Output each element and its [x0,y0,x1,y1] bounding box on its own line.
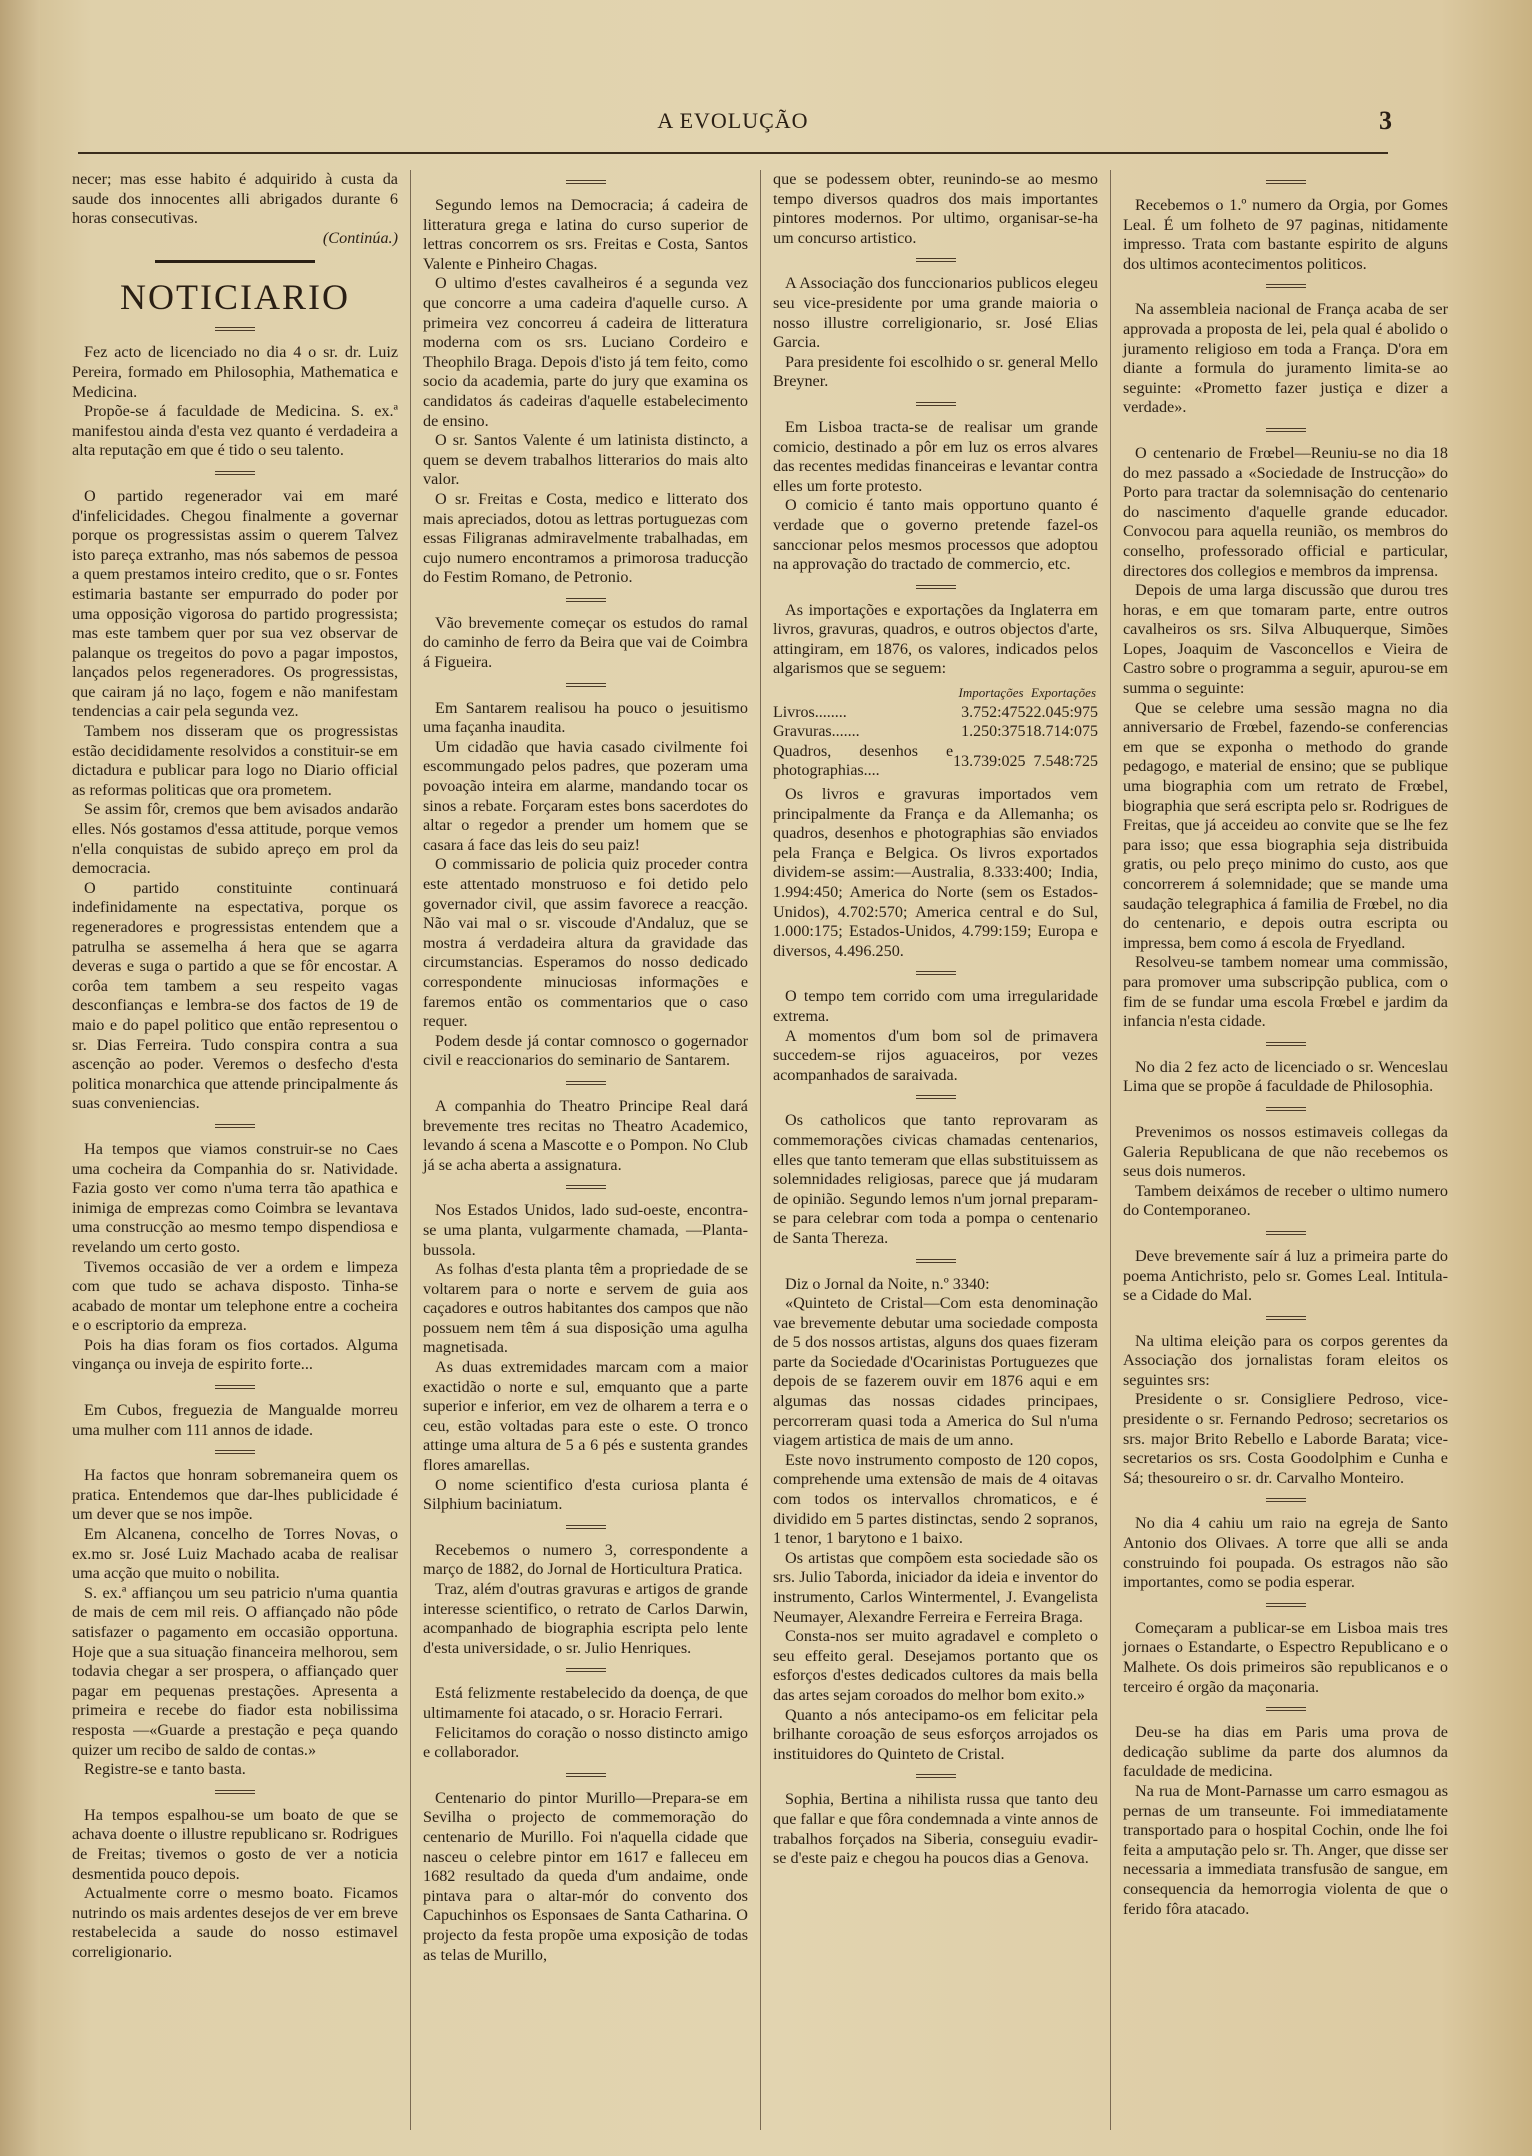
article-paragraph: Os catholicos que tanto reprovaram as commemorações civicas chamadas centenarios, elles que tanto temeram que ellas substituissem as solemnidades religiosas, parece que já mudaram de opinião. Segundo lemos n'um jornal preparam-se para celebrar com toda a pompa o centenario de Santa Thereza. [773,1111,1098,1247]
section-separator [916,1095,956,1099]
trade-table-cell: Gravuras....... [773,723,860,741]
article-paragraph: Ha tempos espalhou-se um boato de que se achava doente o illustre republicano sr. Rodrigues de Freitas; tivemos o gosto de ver a noticia desmentida pouco depois. [72,1805,398,1883]
article-paragraph: Os artistas que compõem esta sociedade são os srs. Julio Taborda, iniciador da ideia e inventor do instrumento, Carlos Wintermentel, J. Evangelista Neumayer, Alexandre Ferreira e Ferreira Braga. [773,1548,1098,1626]
article-paragraph: Em Alcanena, concelho de Torres Novas, o ex.mo sr. José Luiz Machado acaba de realisar uma acção que muito o nobilita. [72,1525,398,1583]
article-paragraph: Recebemos o 1.º numero da Orgia, por Gomes Leal. É um folheto de 97 paginas, nitidamente impresso. Trata com bastante espirito de alguns dos ultimos acontecimentos politicos. [1123,196,1448,273]
article-paragraph: O sr. Santos Valente é um latinista distincto, a quem se devem trabalhos litterarios do mais alto valor. [423,431,748,489]
section-separator [1266,428,1306,432]
article-paragraph: Actualmente corre o mesmo boato. Ficamos nutrindo os mais ardentes desejos de ver em breve restabelecida a saude do nosso estimavel correligionario. [72,1884,398,1961]
column-1 [60,170,410,2130]
section-separator [215,471,255,475]
section-separator [215,1124,255,1128]
section-separator [1266,1603,1306,1607]
article-paragraph: O sr. Freitas e Costa, medico e litterato dos mais apreciados, dotou as lettras portuguezas com essas Filigranas admiravelmente trabalhadas, em cujo numero encontramos a primorosa traducção do Festim Romano, de Petronio. [423,489,748,587]
trade-table-cell: 13.739:025 [953,752,1026,770]
trade-table-cell: 3.752:475 [961,703,1026,721]
article-paragraph: Sophia, Bertina a nihilista russa que tanto deu que fallar e que fôra condemnada a vinte annos de trabalhos forçados na Siberia, conseguiu evadir-se d'este paiz e chegou ha poucos dias a Genova. [773,1790,1098,1868]
trade-table-cell: 18.714:075 [1025,723,1098,741]
article-paragraph: Na assembleia nacional de França acaba de ser approvada a proposta de lei, pela qual é abolido o juramento religioso em toda a França. D'ora em diante a formula do juramento limita-se ao seguinte: «Prometto fazer justiça e dizer a verdade». [1123,300,1448,417]
article-paragraph: O nome scientifico d'esta curiosa planta é Silphium baciniatum. [423,1475,748,1514]
article-paragraph: Tambem nos disseram que os progressistas estão decididamente resolvidos a constituir-se em dictadura e publicar para logo no Diario official as reformas politicas que ora prometem. [72,722,398,799]
section-separator [566,1185,606,1189]
article-paragraph: O tempo tem corrido com uma irregularidade extrema. [773,987,1098,1025]
article-paragraph: Centenario do pintor Murillo—Prepara-se em Sevilha o projecto de commemoração do centenario de Murillo. Foi n'aquella cidade que nasceu o celebre pintor em 1617 e falleceu em 1682 resultado da queda d'um andaime, onde pintava para o altar-mór do convento dos Capuchinhos os Esponsaes de Santa Catharina. O projecto da festa propõe uma exposição de todas as telas de Murillo, [423,1788,748,1964]
article-paragraph: Consta-nos ser muito agradavel e completo o seu effeito geral. Desejamos portanto que os esforços d'estes dedicados cultores da mais bella das artes sejam coroados do melhor bom exito.» [773,1627,1098,1704]
article-paragraph: Um cidadão que havia casado civilmente foi escommungado pelos padres, que pozeram uma povoação inteira em alarme, mandando tocar os sinos a rebate. Forçaram estes bons sacerdotes do altar o regedor a prender um homem que se casara á face das leis do seu paiz! [423,737,748,854]
article-paragraph: Na rua de Mont-Parnasse um carro esmagou as pernas de um transeunte. Foi immediatamente transportado para o hospital Cochin, onde lhe foi feita a amputação pelo sr. Th. Anger, que disse ser necessaria a immediata transfusão de sangue, em consequencia da hemorrogia violenta de que o ferido fôra atacado. [1123,1781,1448,1918]
column-4 [1110,170,1460,2130]
article-paragraph: A Associação dos funccionarios publicos elegeu seu vice-presidente por uma grande maioria o nosso illustre correligionario, sr. José Elias Garcia. [773,274,1098,352]
article-paragraph: S. ex.ª affiançou um seu patricio n'uma quantia de mais de cem mil reis. O affiançado não pôde satisfazer o pagamento em occasião opportuna. Hoje que a sua situação financeira melhorou, sem todavia chegar a ser prospera, o affiançado quer pagar em pequenas prestações. Apresenta a primeira e recebe do fiador esta nobilissima resposta —«Guarde a prestação e peça quando quizer um recibo de saldo de contas.» [72,1583,398,1759]
article-paragraph: Presidente o sr. Consigliere Pedroso, vice-presidente o sr. Fernando Pedroso; secretarios os srs. major Brito Rebello e Laborde Barata; vice-secretarios os srs. Costa Goodolphim e Cunha e Sá; thesoureiro o sr. dr. Carvalho Monteiro. [1123,1390,1448,1487]
article-paragraph: Prevenimos os nossos estimaveis collegas da Galeria Republicana de que não recebemos os seus dois numeros. [1123,1122,1448,1181]
trade-table-header [773,683,953,703]
section-separator [1266,1498,1306,1502]
article-paragraph: Em Santarem realisou ha pouco o jesuitismo uma façanha inaudita. [423,698,748,737]
trade-table-header: Importações [958,685,1024,701]
article-paragraph: Deu-se ha dias em Paris uma prova de dedicação sublime da parte dos alumnos da faculdade de medicina. [1123,1723,1448,1781]
article-paragraph: A companhia do Theatro Principe Real dará brevemente tres recitas no Theatro Academico, levando á scena a Mascotte e o Pompon. No Club já se acha aberta a assignatura. [423,1096,748,1174]
article-paragraph: Felicitamos do coração o nosso distincto amigo e collaborador. [423,1723,748,1762]
section-separator [215,1790,255,1794]
section-separator [566,1668,606,1672]
article-paragraph: As folhas d'esta planta têm a propriedade de se voltarem para o norte e servem de guia aos caçadores e outros habitantes dos campos que não possuem nem têm á sua disposição uma agulha magnetisada. [423,1260,748,1357]
trade-table-cell: 7.548:725 [1033,752,1098,770]
section-separator [916,585,956,589]
section-separator [566,1773,606,1777]
article-paragraph: Para presidente foi escolhido o sr. general Mello Breyner. [773,352,1098,391]
section-separator [1266,1231,1306,1235]
trade-table-cell: Livros........ [773,703,847,721]
article-paragraph: Deve brevemente saír á luz a primeira parte do poema Antichristo, pelo sr. Gomes Leal. Intitula-se a Cidade do Mal. [1123,1246,1448,1305]
article-paragraph: Registre-se e tanto basta. [84,1760,246,1779]
section-separator [1266,284,1306,288]
article-paragraph: Em Cubos, freguezia de Mangualde morreu uma mulher com 111 annos de idade. [72,1401,398,1439]
article-paragraph: Resolveu-se tambem nomear uma commissão, para promover uma subscripção publica, com o fim de se fundar uma escola Frœbel e jardim da infancia n'esta cidade. [1123,953,1448,1031]
article-paragraph: Que se celebre uma sessão magna no dia anniversario de Frœbel, fazendo-se conferencias em que se exponha o methodo do grande pedagogo, e material de ensino; que se publique uma biographia com um retrato de Frœbel, biographia que será escripta pelo sr. Rodrigues de Freitas, que já acceideu ao convite que se lhe fez para isso; que essa biographia seja distribuida gratis, ou pelo preço minimo do custo, aos que concorrerem á solemnidade; que se mande uma saudação telegraphica á familia de Frœbel, no dia do centenario, e depois outra escripta ou impressa, bem como á escola de Fryedland. [1123,698,1448,952]
article-paragraph: O commissario de policia quiz proceder contra este attentado monstruoso e foi detido pelo governador civil, que assim favorece a reacção. Não vai mal o sr. viscoude d'Andaluz, que se mostra á verdadeira altura da gravidade das circumstancias. Esperamos do nosso dedicado correspondente minuciosas informações e faremos então os commentarios que o caso requer. [423,855,748,1031]
trade-table-cell: Quadros, desenhos e photographias.... [773,742,954,780]
article-paragraph: Ha factos que honram sobremaneira quem os pratica. Entendemos que dar-lhes publicidade é um dever que se nos impõe. [72,1466,398,1524]
article-paragraph: Pois ha dias foram os fios cortados. Alguma vingança ou inveja de espirito forte... [72,1335,398,1374]
article-paragraph: Em Lisboa tracta-se de realisar um grande comicio, destinado a pôr em luz os erros alvares das recentes medidas financeiras e levantar contra elles um forte protesto. [773,417,1098,495]
section-separator [1266,1707,1306,1711]
article-paragraph: As duas extremidades marcam com a maior exactidão o norte e sul, emquanto que a parte superior e inferior, em vez de olharem a terra e o ceu, estão voltadas para este o este. O tronco attinge uma altura de 5 a 6 pés e sustenta grandes flores amarellas. [423,1358,748,1475]
article-paragraph: Segundo lemos na Democracia; á cadeira de litteratura grega e latina do curso superior de lettras concorrem os srs. Freitas e Costa, Santos Valente e Pinheiro Chagas. [423,196,748,273]
article-paragraph: As importações e exportações da Inglaterra em livros, gravuras, quadros, e outros objectos d'arte, attingiram, em 1876, os valores, indicados pelos algarismos que se seguem: [773,600,1098,678]
trade-table-row [773,742,1098,781]
trade-table [773,683,1098,781]
article-paragraph: Começaram a publicar-se em Lisboa mais tres jornaes o Estandarte, o Espectro Republicano e o Malhete. Os dois primeiros são republicanos e o terceiro é orgão da maçonaria. [1123,1618,1448,1696]
article-paragraph: Recebemos o numero 3, correspondente a março de 1882, do Jornal de Horticultura Pratica. [423,1540,748,1579]
section-separator [1266,1316,1306,1320]
article-paragraph: Ha tempos que viamos construir-se no Caes uma cocheira da Companhia do sr. Natividade. Fazia gosto ver como n'uma terra tão apathica e inimiga de emprezas como Coimbra se levantava uma construcção ao mesmo tempo dispendiosa e revelando um certo gosto. [72,1139,398,1256]
article-paragraph: No dia 4 cahiu um raio na egreja de Santo Antonio dos Olivaes. A torre que alli se anda construindo foi poupada. Os estragos não são importantes, como se podia esperar. [1123,1514,1448,1592]
trade-table-cell: 22.045:975 [1025,703,1098,721]
section-separator [916,402,956,406]
column-3 [760,170,1110,2130]
section-separator [566,180,606,184]
column-2 [410,170,760,2130]
section-separator [916,258,956,262]
section-separator [1266,1042,1306,1046]
article-paragraph: necer; mas esse habito é adquirido à custa da saude dos innocentes alli abrigados durante 6 horas consecutivas. [72,170,398,228]
section-rule [155,260,315,263]
trade-table-header: Exportações [1031,685,1096,701]
article-paragraph: Diz o Jornal da Noite, n.º 3340: [785,1274,990,1293]
masthead [78,104,1392,154]
section-separator [566,1081,606,1085]
section-separator [566,598,606,602]
article-paragraph: Na ultima eleição para os corpos gerentes da Associação dos jornalistas foram eleitos os seguintes srs: [1123,1331,1448,1389]
article-paragraph: Fez acto de licenciado no dia 4 o sr. dr. Luiz Pereira, formado em Philosophia, Mathematica e Medicina. [72,343,398,401]
section-separator [566,683,606,687]
article-paragraph: Nos Estados Unidos, lado sud-oeste, encontra-se uma planta, vulgarmente chamada, —Planta-bussola. [423,1201,748,1259]
article-paragraph: (Continúa.) [322,228,398,247]
article-paragraph: Propõe-se á faculdade de Medicina. S. ex.ª manifestou ainda d'esta vez quanto é verdadeira a alta reputação em que é tido o seu talento. [72,402,398,460]
trade-table-row [773,703,1098,723]
article-paragraph: O centenario de Frœbel—Reuniu-se no dia 18 do mez passado a «Sociedade de Instrucção» do Porto para tractar da solemnisação do centenario do nascimento d'aquelle grande educador. Convocou para aquella reunião, os membros do conselho, professorado official e particular, directores dos collegios e membros da imprensa. [1123,443,1448,580]
article-paragraph: Quanto a nós antecipamo-os em felicitar pela brilhante coroação de seus esforços arrojados os instituidores do Quinteto de Cristal. [773,1705,1098,1763]
page-number: 3 [1379,106,1392,135]
newspaper-title: A EVOLUÇÃO [657,108,809,133]
section-separator [1266,1107,1306,1111]
article-paragraph: Os livros e gravuras importados vem principalmente da França e da Allemanha; os quadros, desenhos e photographias são enviados pela França e Belgica. Os livros exportados dividem-se assim:—Australia, 8.333:400; India, 1.994:450; America do Norte (sem os Estados-Unidos), 4.702:570; America central e do Sul, 1.000:175; Estados-Unidos, 4.799:159; Europa e diversos, 4.496.250. [773,785,1098,960]
section-separator [215,1450,255,1454]
article-paragraph: que se podessem obter, reunindo-se ao mesmo tempo diversos quadros dos mais importantes pintores modernos. Por ultimo, organisar-se-ha um concurso artistico. [773,170,1098,247]
section-separator [215,1385,255,1389]
trade-table-cell: 1.250:375 [961,723,1026,741]
article-paragraph: «Quinteto de Cristal—Com esta denominação vae brevemente debutar uma sociedade composta de 5 dos nossos artistas, alguns dos quaes fizeram parte da Sociedade d'Ocarinistas Portuguezes que depois de se fazerem ouvir em 1876 aqui e em algumas das nossas cidades principaes, percorreram quasi toda a America do Sul n'uma viagem artistica de mais de um anno. [773,1294,1098,1450]
article-paragraph: Depois de uma larga discussão que durou tres horas, e em que tomaram parte, entre outros cavalheiros os srs. Silva Albuquerque, Simões Lopes, Joaquim de Vasconcellos e Vieira de Castro sobre o programma a seguir, apurou-se em summa o seguinte: [1123,581,1448,698]
article-paragraph: A momentos d'um bom sol de primavera succedem-se rijos aguaceiros, por vezes acompanhados de saraivada. [773,1026,1098,1084]
article-paragraph: Tambem deixámos de receber o ultimo numero do Contemporaneo. [1123,1181,1448,1220]
article-paragraph: Podem desde já contar comnosco o gogernador civil e reaccionarios do seminario de Santarem. [423,1031,748,1070]
article-paragraph: Se assim fôr, cremos que bem avisados andarão elles. Nós gostamos d'essa attitude, porque vemos n'ella conquistas de subido apreço em prol da democracia. [72,800,398,878]
article-paragraph: O comicio é tanto mais opportuno quanto é verdade que o governo pretende fazel-os sanccionar pelos mesmos processos que adoptou na approvação do tractado de commercio, etc. [773,496,1098,574]
section-separator [916,1774,956,1778]
section-separator [566,1525,606,1529]
article-paragraph: Este novo instrumento composto de 120 copos, comprehende uma extensão de mais de 4 oitavas com todos os intervallos chromaticos, e é dividido em 5 partes distinctas, sendo 2 sopranos, 1 tenor, 1 barytono e 1 baixo. [773,1450,1098,1548]
section-separator [916,971,956,975]
text-columns [60,170,1460,2130]
article-paragraph: No dia 2 fez acto de licenciado o sr. Wenceslau Lima que se propõe á faculdade de Philosophia. [1123,1057,1448,1096]
section-separator [215,327,255,331]
section-heading: NOTICIARIO [120,277,350,318]
section-separator [1266,180,1306,184]
article-paragraph: Tivemos occasião de ver a ordem e limpeza com que tudo se achava disposto. Tinha-se acabado de montar um telephone entre a cocheira e o escriptorio da empreza. [72,1257,398,1335]
article-paragraph: Está felizmente restabelecido da doença, de que ultimamente foi atacado, o sr. Horacio Ferrari. [423,1684,748,1722]
article-paragraph: O ultimo d'estes cavalheiros é a segunda vez que concorre a uma cadeira d'aquelle curso. A primeira vez concorreu á cadeira de litteratura moderna com os srs. Luciano Cordeiro e Theophilo Braga. Depois d'isto já tem feito, como socio da academia, parte do jury que examina os candidatos ás cadeiras d'aquelle estabelecimento de ensino. [423,274,748,430]
article-paragraph: Traz, além d'outras gravuras e artigos de grande interesse scientifico, o retrato de Carlos Darwin, acompanhado de biographia escripta pelo lente d'esta universidade, o sr. Julio Henriques. [423,1580,748,1657]
binding-edge [0,0,40,2156]
section-separator [916,1259,956,1263]
article-paragraph: Vão brevemente começar os estudos do ramal do caminho de ferro da Beira que vai de Coimbra á Figueira. [423,613,748,672]
trade-table-row [773,722,1098,742]
article-paragraph: O partido regenerador vai em maré d'infelicidades. Chegou finalmente a governar porque os progressistas assim o querem Talvez isto pareça extranho, mas nós sabemos de pessoa a quem prestamos inteiro credito, que o sr. Fontes estimaria bastante ser empurrado do poder por uma opposição vigorosa do partido progressista; mas este tambem quer por sua vez observar de palanque os tregeitos do povo a pagar impostos, lançados pelos regeneradores. Os progressistas, que cairam já no laço, fogem e não manifestam tendencias a cair pela segunda vez. [72,486,398,721]
article-paragraph: O partido constituinte continuará indefinidamente na espectativa, porque os regeneradores e progressistas entendem que a patrulha se assemelha á hera que se agarra deveras e suga o partido a que se fôr encostar. A corôa tem tambem a seu respeito vagas desconfianças e lembra-se dos factos de 19 de maio e do papel politico que então representou o sr. Dias Ferreira. Tudo conspira contra a sua ascenção ao poder. Veremos o desfecho d'esta politica monarchica que attende principalmente ás suas conveniencias. [72,878,398,1113]
